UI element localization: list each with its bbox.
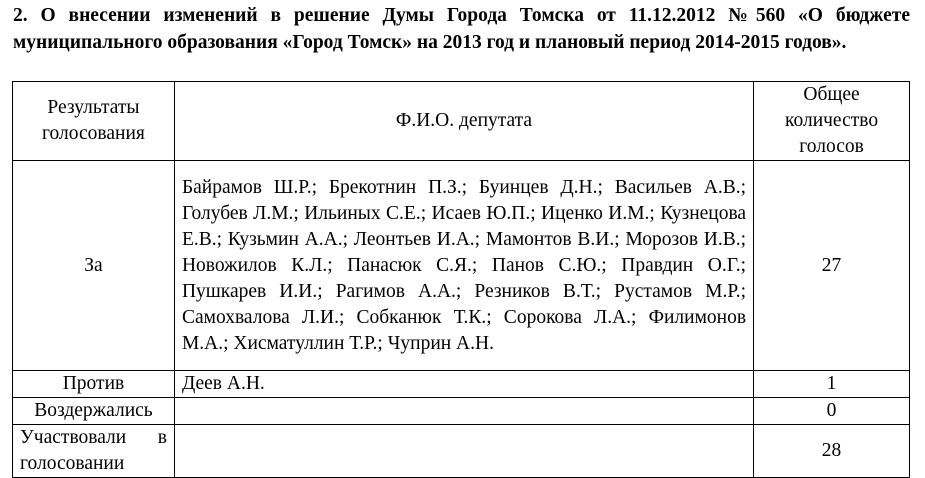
vote-count: 27 <box>754 161 910 371</box>
table-header-row <box>13 82 910 161</box>
deputies-list: Деев А.Н. <box>174 371 753 398</box>
table-row <box>13 398 910 425</box>
result-label: Участвовали в голосовании <box>13 425 175 478</box>
table-row <box>13 371 910 398</box>
vote-count: 0 <box>754 398 910 425</box>
result-label: За <box>13 161 175 371</box>
header-deputies: Ф.И.О. депутата <box>174 82 753 161</box>
header-total: Общее количество голосов <box>754 82 910 161</box>
voting-results-table <box>12 81 910 478</box>
header-results: Результаты голосования <box>13 82 175 161</box>
deputies-list <box>174 398 753 425</box>
table-row <box>13 161 910 371</box>
table-row <box>13 425 910 478</box>
deputies-list: Байрамов Ш.Р.; Брекотнин П.З.; Буинцев Д.Н.; Васильев А.В.; Голубев Л.М.; Ильиных С.Е.; Исаев Ю.П.; Иценко И.М.; Кузнецова Е.В.; Кузьмин А.А.; Леонтьев И.А.; Мамонтов В.И.; Морозов И.В.; Новожилов К.Л.; Панасюк С.Я.; Панов С.Ю.; Правдин О.Г.; Пушкарев И.И.; Рагимов А.А.; Резников В.Т.; Рустамов М.Р.; Самохвалова Л.И.; Собканюк Т.К.; Сорокова Л.А.; Филимонов М.А.; Хисматуллин Т.Р.; Чуприн А.Н. <box>174 161 753 371</box>
result-label: Воздержались <box>13 398 175 425</box>
deputies-list <box>174 425 753 478</box>
vote-count: 28 <box>754 425 910 478</box>
decision-heading: 2. О внесении изменений в решение Думы Города Томска от 11.12.2012 №560 «О бюджете муниципального образования «Город Томск» на 2013 год и плановый период 2014-2015 годов». <box>13 5 910 53</box>
vote-count: 1 <box>754 371 910 398</box>
result-label: Против <box>13 371 175 398</box>
